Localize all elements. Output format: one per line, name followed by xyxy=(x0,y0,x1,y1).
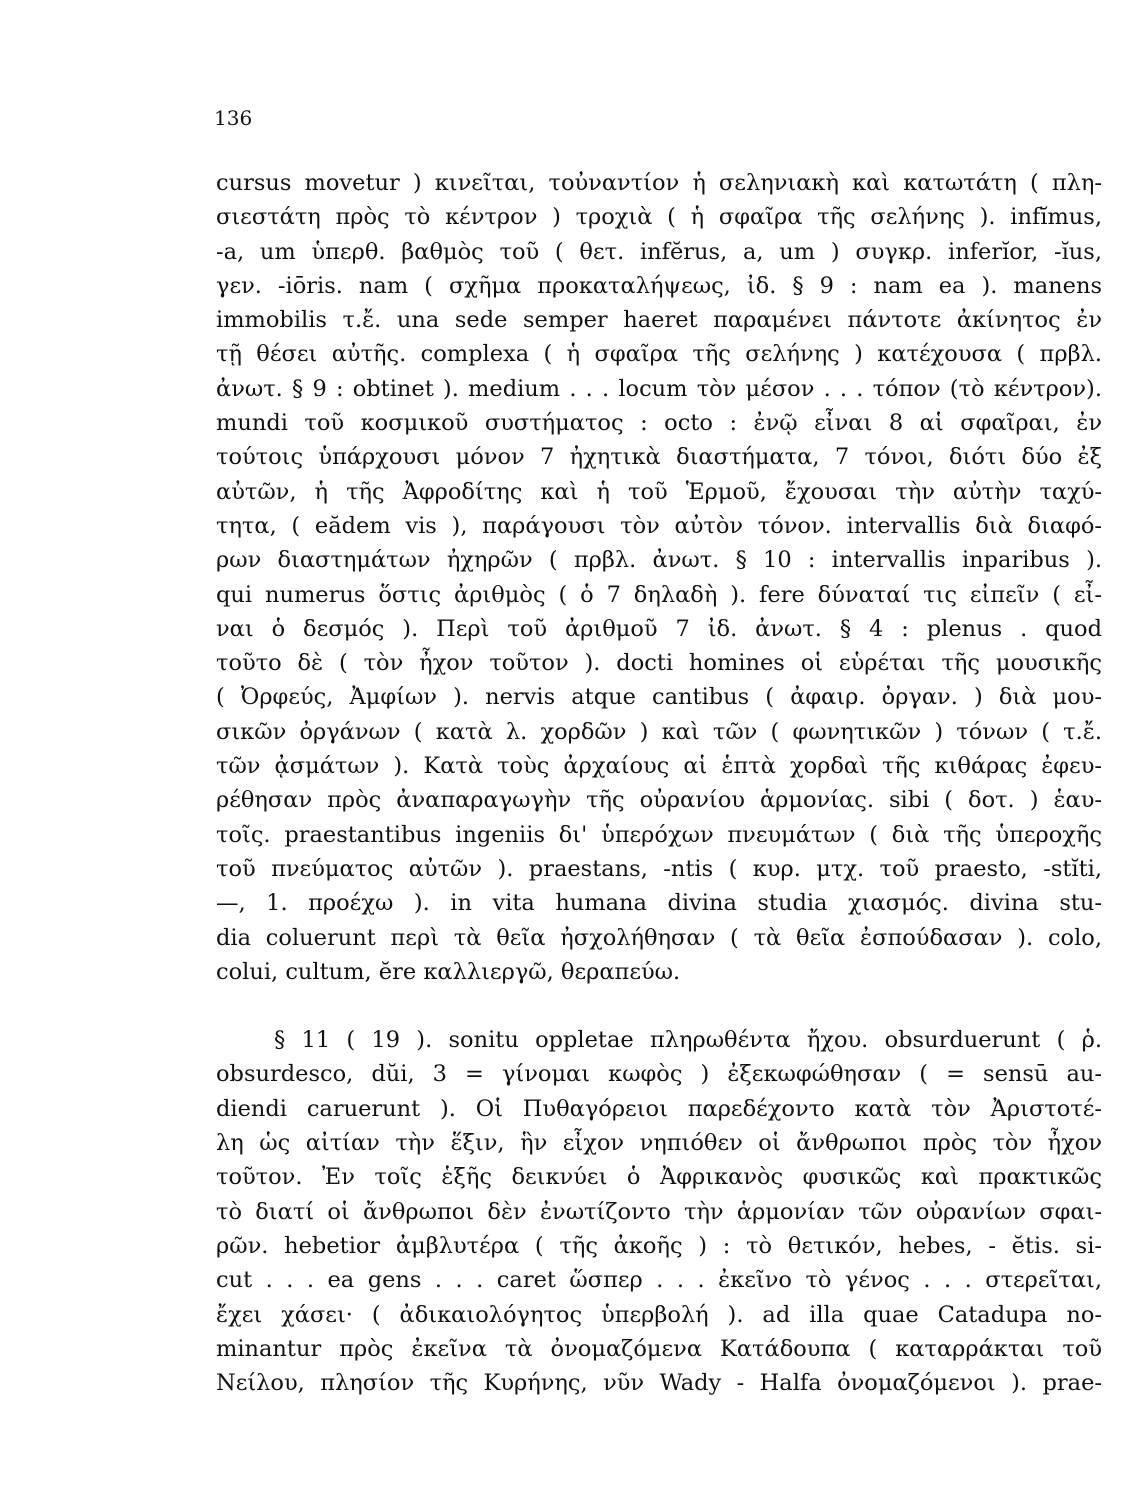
text-line: αὐτῶν, ἡ τῆς Ἀφροδίτης καὶ ἡ τοῦ Ἑρμοῦ, ἔχουσαι τὴν αὐτὴν ταχύ- xyxy=(216,478,1102,505)
text-line: colui, cultum, ĕre καλλιεργῶ, θεραπεύω. xyxy=(216,958,681,985)
text-line: τῇ θέσει αὐτῆς. complexa ( ἡ σφαῖρα τῆς σελήνης ) κατέχουσα ( πρβλ. xyxy=(216,341,1102,368)
text-line: τὸ διατί οἱ ἄνθρωποι δὲν ἐνωτίζοντο τὴν ἁρμονίαν τῶν οὐρανίων σφαι- xyxy=(216,1198,1102,1225)
text-line: mundi τοῦ κοσμικοῦ συστήματος : octo : ἐνῷ εἶναι 8 αἱ σφαῖραι, ἐν xyxy=(216,410,1102,437)
text-line: immobilis τ.ἔ. una sede semper haeret παραμένει πάντοτε ἀκίνητος ἐν xyxy=(216,307,1102,334)
text-line: ρῶν. hebetior ἀμβλυτέρα ( τῆς ἀκοῆς ) : τὸ θετικόν, hebes, - ĕtis. si- xyxy=(216,1232,1102,1259)
text-line: cut . . . ea gens . . . caret ὥσπερ . . . ἐκεῖνο τὸ γένος . . . στερεῖται, xyxy=(216,1267,1102,1294)
text-line: τῶν ᾀσμάτων ). Κατὰ τοὺς ἀρχαίους αἱ ἑπτὰ χορδαὶ τῆς κιθάρας ἐφευ- xyxy=(216,753,1102,780)
text-line: τοῦτον. Ἐν τοῖς ἑξῆς δεικνύει ὁ Ἀφρικανὸς φυσικῶς καὶ πρακτικῶς xyxy=(216,1164,1102,1191)
text-line: —, 1. προέχω ). in vita humana divina studia χιασμός. divina stu- xyxy=(216,890,1102,917)
text-line: ( Ὀρφεύς, Ἀμφίων ). nervis atque cantibus ( ἀφαιρ. ὀργαν. ) διὰ μου- xyxy=(216,684,1102,711)
text-line: τοῦ πνεύματος αὐτῶν ). praestans, -ntis ( κυρ. μτχ. τοῦ praesto, -stĭti, xyxy=(216,855,1102,882)
text-line: τητα, ( eădem vis ), παράγουσι τὸν αὐτὸν τόνον. intervallis διὰ διαφό- xyxy=(216,512,1102,539)
text-line: σιεστάτη πρὸς τὸ κέντρον ) τροχιὰ ( ἡ σφαῖρα τῆς σελήνης ). infĭmus, xyxy=(216,204,1102,231)
text-line: σικῶν ὀργάνων ( κατὰ λ. χορδῶν ) καὶ τῶν ( φωνητικῶν ) τόνων ( τ.ἔ. xyxy=(216,718,1102,745)
text-line: ρων διαστημάτων ἠχηρῶν ( πρβλ. ἀνωτ. § 10 : intervallis inparibus ). xyxy=(216,547,1102,574)
text-line: ναι ὁ δεσμός ). Περὶ τοῦ ἀριθμοῦ 7 ἰδ. ἀνωτ. § 4 : plenus . quod xyxy=(216,615,1102,642)
text-line: τούτοις ὑπάρχουσι μόνον 7 ἠχητικὰ διαστήματα, 7 τόνοι, διότι δύο ἐξ xyxy=(216,444,1102,471)
text-line: § 11 ( 19 ). sonitu oppletae πληρωθέντα ἤχου. obsurduerunt ( ῥ. xyxy=(274,1027,1102,1054)
paragraph-gap xyxy=(216,989,1102,1023)
page-number: 136 xyxy=(214,106,253,130)
text-line: dia coluerunt περὶ τὰ θεῖα ἠσχολήθησαν ( τὰ θεῖα ἐσπούδασαν ). colo, xyxy=(216,924,1102,951)
text-line: τοῖς. praestantibus ingeniis δι' ὑπερόχων πνευμάτων ( διὰ τῆς ὑπεροχῆς xyxy=(216,821,1102,848)
text-line: τοῦτο δὲ ( τὸν ἦχον τοῦτον ). docti homines οἱ εὑρέται τῆς μουσικῆς xyxy=(216,650,1102,677)
text-line: minantur πρὸς ἐκεῖνα τὰ ὀνομαζόμενα Κατάδουπα ( καταρράκται τοῦ xyxy=(216,1335,1102,1362)
text-line: γεν. -iōris. nam ( σχῆμα προκαταλήψεως, ἰδ. § 9 : nam ea ). manens xyxy=(216,272,1102,299)
text-line: ἀνωτ. § 9 : obtinet ). medium . . . locum τὸν μέσον . . . τόπον (τὸ κέντρον). xyxy=(216,375,1102,402)
text-line: qui numerus ὅστις ἀριθμὸς ( ὁ 7 δηλαδὴ ). fere δύναταί τις εἰπεῖν ( εἶ- xyxy=(216,581,1102,608)
page-text xyxy=(216,166,1102,1400)
text-line: obsurdesco, dŭi, 3 = γίνομαι κωφὸς ) ἐξεκωφώθησαν ( = sensū au- xyxy=(216,1061,1102,1088)
text-line: -a, um ὑπερθ. βαθμὸς τοῦ ( θετ. infĕrus, a, um ) συγκρ. inferĭor, -ĭus, xyxy=(216,238,1102,265)
paragraph-2 xyxy=(216,1023,1102,1400)
text-line: Νείλου, πλησίον τῆς Κυρήνης, νῦν Wady - Halfa ὀνομαζόμενοι ). prae- xyxy=(216,1370,1102,1397)
text-line: ρέθησαν πρὸς ἀναπαραγωγὴν τῆς οὐρανίου ἁρμονίας. sibi ( δοτ. ) ἑαυ- xyxy=(216,787,1102,814)
text-line: ἔχει χάσει· ( ἀδικαιολόγητος ὑπερβολή ). ad illa quae Catadupa no- xyxy=(216,1301,1102,1328)
text-line: cursus movetur ) κινεῖται, τοὐναντίον ἡ σεληνιακὴ καὶ κατωτάτη ( πλη- xyxy=(216,170,1102,196)
text-line: diendi caruerunt ). Οἱ Πυθαγόρειοι παρεδέχοντο κατὰ τὸν Ἀριστοτέ- xyxy=(216,1095,1102,1122)
paragraph-1 xyxy=(216,166,1102,989)
text-line: λη ὡς αἰτίαν τὴν ἕξιν, ἣν εἶχον νηπιόθεν οἱ ἄνθρωποι πρὸς τὸν ἦχον xyxy=(216,1130,1102,1157)
